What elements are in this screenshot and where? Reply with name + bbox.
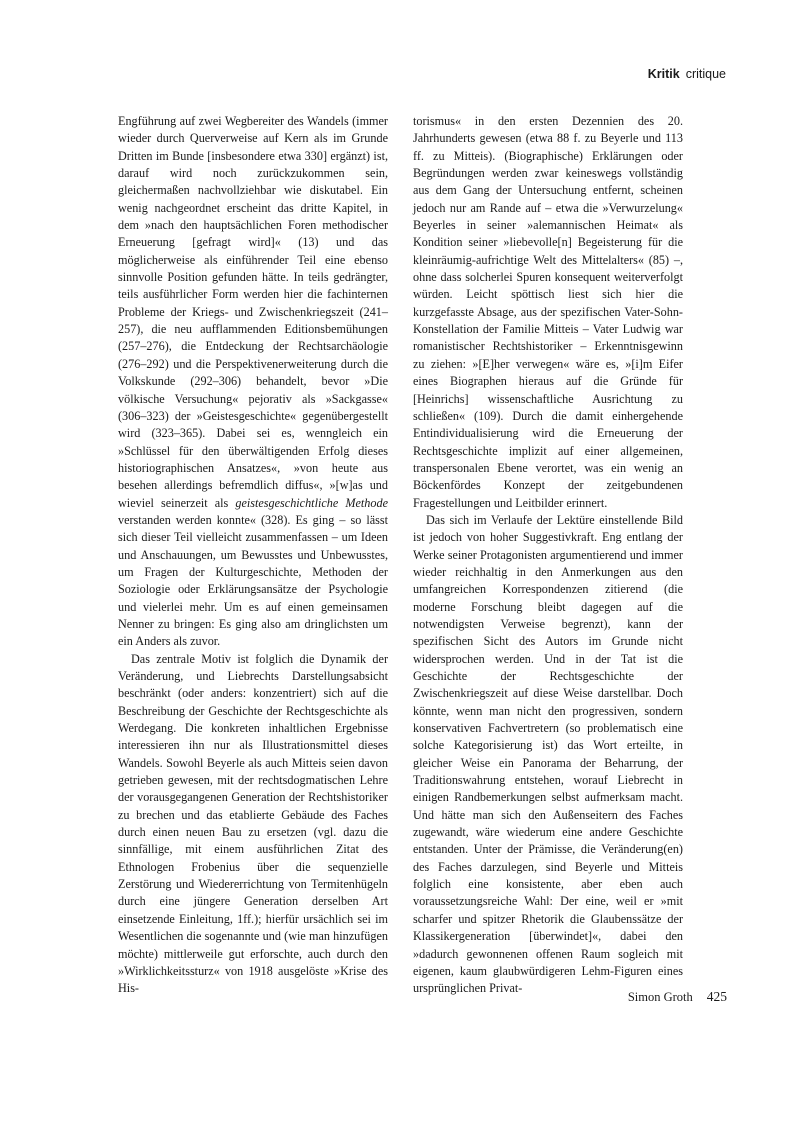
paragraph xyxy=(118,113,388,651)
section-label-french: critique xyxy=(685,67,726,81)
running-footer xyxy=(628,989,727,1005)
italic-term: geistesgeschichtliche Methode xyxy=(235,495,388,510)
page-number: 425 xyxy=(706,989,727,1004)
author-name: Simon Groth xyxy=(627,990,693,1004)
text-run: verstanden werden konnte« (328). Es ging – so lässt sich dieser Teil vielleicht zusammenfassen – um Ideen und Anschauungen, um Bewusstes und Unbewusstes, um Fragen der Kulturgeschichte, Methoden der Soziologie oder Erklärungsansätze der Psychologie und vielerlei mehr. Um es auf einen gemeinsamen Nenner zu bringen: Es ging also am dringlichsten um ein Anders als zuvor. xyxy=(118,512,388,649)
running-header xyxy=(648,66,726,82)
text-run: Engführung auf zwei Wegbereiter des Wandels (immer wieder durch Querverweise auf Kern als im Grunde Dritten im Bunde [insbesondere etwa 330] ergänzt) ist, darauf wird noch zurückzukommen sein, gleichermaßen nachvollziehbar wie diskutabel. Ein wenig nachgeordnet erscheint das dritte Kapitel, in dem »nach den hauptsächlichen Foren methodischer Erneuerung [gefragt wird]« (13) und das möglicherweise als einführender Teil eine ebenso sinnvolle Position gefunden hätte. In teils gedrängter, teils ausführlicher Form werden hier die fachinternen Probleme der Kriegs- und Zwischenkriegszeit (241–257), die neu aufflammenden Editionsbemühungen (257–276), die Entdeckung der Rechtsarchäologie (276–292) und die Perspektivenerweiterung durch die Volkskunde (292–306) behandelt, bevor »Die völkische Versuchung« pejorativ als »Sackgasse« (306–323) der »Geistesgeschichte« gegenübergestellt wird (323–365). Dabei sei es, wenngleich ein »Schlüssel für den überwältigenden Erfolg dieses historiographischen Ansatzes«, »von heute aus besehen allerdings befremdlich diffus«, »[w]as und wieviel seinerzeit als xyxy=(118,114,388,510)
section-label: Kritik xyxy=(647,67,680,81)
text-column-left xyxy=(118,113,388,998)
paragraph: torismus« in den ersten Dezennien des 20. Jahrhunderts gewesen (etwa 88 f. zu Beyerle und 113 ff. zu Mitteis). (Biographische) Erklärungen oder Begründungen werden zwar keineswegs vollständig aus dem Gang der Untersuchung entfernt, scheinen jedoch nur am Rande auf – etwa die »Verwurzelung« Beyerles in seiner »alemannischen Heimat« als Kondition seiner »liebevolle[n] Begeisterung für die kleinräumig-aufrichtige Welt des Mittelalters« (85) –, ohne dass solcherlei Spuren konsequent weiterverfolgt würden. Leicht spöttisch liest sich hier die kurzgefasste Absage, aus der spezifischen Vater-Sohn-Konstellation der Familie Mitteis – Vater Ludwig war romanistischer Rechtshistoriker – Erkenntnisgewinn zu ziehen: »[E]her verwegen« wäre es, »[i]m Eifer eines Biographen hieraus auf die Gründe für [Heinrichs] wissenschaftliche Ausrichtung zu schließen« (109). Durch die damit einhergehende Entindividualisierung wird die Erneuerung der Rechtsgeschichte implizit auf einer allgemeinen, transpersonalen Ebene verortet, was ein wenig an Böckenfördes Konzept der zeitgebundenen Fragestellungen und Leitbilder erinnert. xyxy=(413,114,683,510)
text-column-right xyxy=(413,113,683,998)
paragraph: Das zentrale Motiv ist folglich die Dynamik der Veränderung, und Liebrechts Darstellungsabsicht beschränkt (oder anders: konzentriert) sich auf die Beschreibung der Geschichte der Rechtsgeschichte als Werdegang. Die konkreten inhaltlichen Ergebnisse interessieren ihn nur als Illustrationsmittel dieses Wandels. Sowohl Beyerle als auch Mitteis seien davon getrieben gewesen, mit der rechtsdogmatischen Lehre der vorausgegangenen Generation der Rechtshistoriker zu brechen und das etablierte Gebäude des Faches durch einen neuen Bau zu ersetzen (vgl. dazu die sinnfällige, mit einem ausführlichen Zitat des Ethnologen Frobenius über die sequenzielle Zerstörung und Wiedererrichtung von Termitenhügeln durch eine jüngere Generation derselben Art einsetzende Einleitung, 1ff.); hierfür ursächlich sei im Wesentlichen die sogenannte und (wie man hinzufügen möchte) mittlerweile gut erforschte, auch durch den »Wirklichkeitssturz« von 1918 ausgelöste »Krise des His- xyxy=(118,651,388,996)
paragraph: Das sich im Verlaufe der Lektüre einstellende Bild ist jedoch von hoher Suggestivkraft. Eng entlang der Werke seiner Protagonisten argumentierend und immer wieder reichhaltig in den Anmerkungen aus den umfangreichen Korrespondenzen zitierend (die moderne Forschung bleibt dagegen auf die notwendigsten Verweise begrenzt), kann der spezifischen Sicht des Autors im Grunde nicht widersprochen werden. Und in der Tat ist die Geschichte der Rechtsgeschichte der Zwischenkriegszeit auf diese Weise darstellbar. Doch könnte, wenn man nicht den progressiven, sondern konservativen Fachvertretern (so problematisch eine solche Kategorisierung ist) das Wort erteilte, in gleicher Weise ein Panorama der Beharrung, der Traditionswahrung entstehen, worauf Liebrecht in einigen Randbemerkungen selbst aufmerksam macht. Und hätte man sich den Außenseitern des Faches zugewandt, wäre wiederum eine andere Geschichte entstanden. Unter der Prämisse, die Veränderung(en) des Faches darzulegen, sind Beyerle und Mitteis folglich eine konsistente, aber eben auch voraussetzungsreiche Wahl: Der eine, weil er »mit scharfer und spitzer Rhetorik die Glaubenssätze der Klassikergeneration [überwindet]«, dabei den »dadurch gewonnenen offenen Raum sogleich mit eigenen, kaum glaubwürdigeren Lehm-Figuren eines ursprünglichen Privat- xyxy=(413,512,683,996)
